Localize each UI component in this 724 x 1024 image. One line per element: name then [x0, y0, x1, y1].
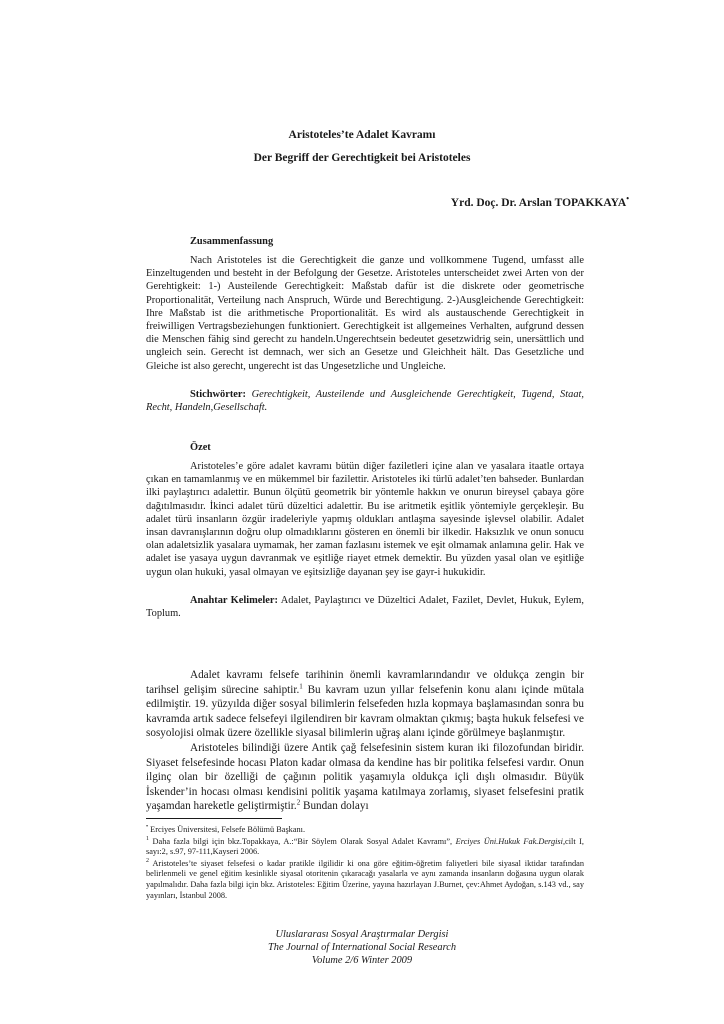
zusammenfassung-abstract [146, 254, 584, 373]
zusammenfassung-text: Nach Aristoteles ist die Gerechtigkeit die ganze und vollkommene Tugend, umfasst alle Einzeltugenden und besteht in der Befolgung der Gesetze. Aristoteles unterscheidet zwei Arten von der Gerehtigkeit: 1-) Austeilende Gerechtigkeit: Maßstab dafür ist die diskrete oder geometrische Proportionalität, Verteilung nach Anspruch, Würde und Berechtigung. 2-)Ausgleichende Gerechtigkeit: Ihre Maßstab ist die arithmetische Proportionalität. Es wird als austauschende Gerechtigkeit in freiwilligen Vertragsbeziehungen funktioniert. Gerechtigkeit ist allgemeines Verhalten, aufgrund dessen die Menschen fähig sind gerecht zu handeln.Ungerechtsein bedeutet gesetzwidrig sein, unersättlich und ungleich sein. Gerecht ist demnach, wer sich an Gesetze und Gleichheit hält. Das Gesetzliche und Gleiche ist also gerecht, ungerecht ist das Ungesetzliche und Ungleiche. [146, 255, 584, 372]
title-german: Der Begriff der Gerechtigkeit bei Aristoteles [253, 152, 471, 164]
footnotes [146, 825, 584, 902]
body-p2-start: Aristoteles bilindiği üzere Antik çağ felsefesinin sistem kuran iki filozofundan biridir. Siyaset felsefesinde hocası Platon kadar olmasa da kendine has bir politika felsefesi vardır. Onun ilginç olan bir özelliği de çağının politik yaşamıyla oldukça içli dışlı olmasıdır. Büyük İskender’in hocası olması kendisini politik yaşama katılmaya zorlamış, siyaset felsefesini pratik yaşamdan hareketle geliştirmiştir. [146, 742, 584, 813]
footnote-2-text: Aristoteles’te siyaset felsefesi o kadar pratikle ilgilidir ki ona göre eğitim-öğretim faliyetleri bile siyasal iktidar tarafından belirlenmeli ve genel eğitim kesinlikle siyasal otoritenin çıkaracağı yasalarla ve aynı zamanda insanların doğasına uygun olarak yapılmalıdır. Daha fazla bilgi için bkz. Aristoteles: Eğitim Üzerine, yayına hazırlayan J.Burnet, çev:Ahmet Aydoğan, s.143 vd., say yayınları, İstanbul 2008. [146, 858, 584, 900]
author-footnote-mark: • [626, 194, 629, 203]
footnote-author-mark: • [146, 824, 149, 831]
footnote-ref-1: 1 [299, 681, 303, 690]
anahtar-kelimeler-block [146, 594, 584, 620]
footnote-author [146, 825, 584, 836]
body-paragraph-2 [146, 741, 584, 814]
stichworter-block [146, 388, 584, 414]
author-line [451, 194, 629, 209]
body-p2-end: Bundan dolayı [300, 800, 369, 813]
footnote-2-mark: 2 [146, 858, 149, 865]
anahtar-kelimeler-paragraph [146, 594, 584, 620]
body-paragraph-1-text [146, 668, 584, 741]
footer-volume: Volume 2/6 Winter 2009 [311, 955, 413, 966]
footnote-1 [146, 837, 584, 858]
footnote-1-journal: Erciyes Üni.Hukuk Fak.Dergisi, [455, 836, 566, 846]
stichworter-paragraph [146, 388, 584, 414]
body-paragraph-2-text [146, 741, 584, 814]
footnote-1-mark: 1 [146, 835, 149, 842]
anahtar-kelimeler-list: Adalet, Paylaştırıcı ve Düzeltici Adalet, Fazilet, Devlet, Hukuk, Eylem, Toplum. [146, 595, 584, 620]
zusammenfassung-heading: Zusammenfassung [190, 236, 274, 247]
body-p1-start: Adalet kavramı felsefe tarihinin önemli kavramlarındandır ve oldukça zengin bir tarihsel gelişim sürecine sahiptir. [146, 669, 584, 696]
body-p1-end: Bu kavram uzun yıllar felsefenin konu alanı içinde mütala edilmiştir. 19. yüzyılda diğer sosyal bilimlerin felsefeden hızla kopmaya başlamasından sonra bu kavramda artık sadece felsefeyi ilgilendiren bir kavram olmaktan çıkmış; başta hukuk felsefesi ve sosyolojisi olmak üzere özellikle siyasal bilimlerin uğraş alanı içinde görülmeye başlanmıştır. [146, 683, 584, 740]
footnote-author-text: Erciyes Üniversitesi, Felsefe Bölümü Başkanı. [148, 825, 306, 834]
footnote-1-text-a: Daha fazla bilgi için bkz.Topakkaya, A.:“Bir Söylem Olarak Sosyal Adalet Kavramı”, [149, 836, 456, 846]
title-turkish: Aristoteles’te Adalet Kavramı [288, 129, 436, 141]
body-paragraph-1 [146, 668, 584, 741]
footnote-separator [146, 818, 282, 819]
ozet-heading: Özet [190, 442, 211, 453]
footnote-2 [146, 859, 584, 901]
footnote-ref-2: 2 [296, 798, 301, 807]
footer-journal-tr: Uluslararası Sosyal Araştırmalar Dergisi [275, 929, 449, 940]
stichworter-list: Gerechtigkeit, Austeilende und Ausgleichende Gerechtigkeit, Tugend, Staat, Recht, Handeln,Gesellschaft. [146, 389, 584, 414]
footnote-1-text-b: cilt I, sayı:2, s.97, 97-111,Kayseri 2006. [146, 836, 585, 857]
stichworter-label: Stichwörter: [190, 389, 246, 400]
anahtar-kelimeler-label: Anahtar Kelimeler: [190, 595, 278, 606]
ozet-abstract [146, 460, 584, 579]
footer-journal-en: The Journal of International Social Research [267, 942, 457, 953]
author-name: Yrd. Doç. Dr. Arslan TOPAKKAYA [450, 196, 627, 209]
ozet-text: Aristoteles’e göre adalet kavramı bütün diğer faziletleri içine alan ve yasalara itaatle ortaya çıkan en tamamlanmış ve en mükemmel bir fazilettir. Aristoteles iki türlü adalet’ten bahseder. Bunlardan ilki paylaştırıcı adalettir. Bunun ölçütü geometrik bir yöntemle hakkın ve onurun bireysel çabaya göre dağıtılmasıdır. İkinci adalet türü düzeltici adalettir. Bu ise aritmetik eşitlik yöntemiyle gerçekleşir. Bu adalet türü insanların özgür iradeleriyle yapmış oldukları antlaşma sayesinde işlevsel olabilir. Adalet insan davranışlarının doğru olup olmadıklarını gösteren en önemli bir ilkedir. Haksızlık ve onun sonucu olan adaletsizlik yasalara uymamak, her zaman fazlasını istemek ve eşit olmamak anlamına gelir. Hak ve adalet ise yasaya uygun davranmak ve eşitliğe riayet etmek demektir. Bu yüzden yasal olan ve eşitliğe uygun olan hukuki, yasal olmayan ve eşitsizliğe dayanan şey ise gayr-i hukukidir. [146, 461, 584, 578]
journal-footer [0, 928, 724, 967]
